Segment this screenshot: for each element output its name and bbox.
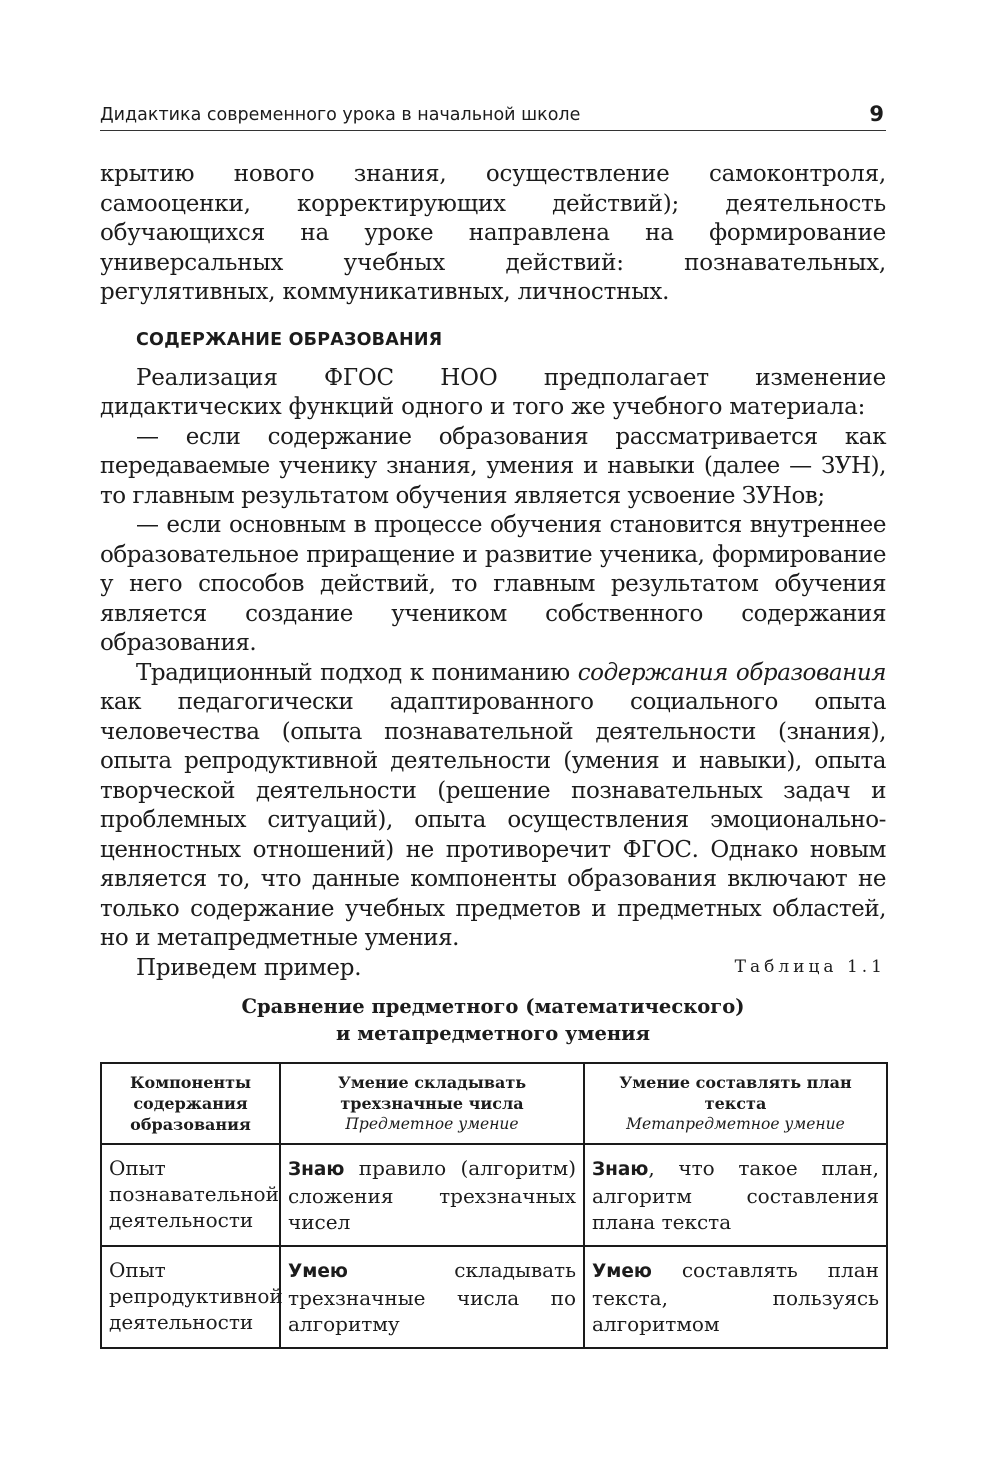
paragraph-text: как педагогически адаптированного социального опыта человечества (опыта познавательной деятельности (знания), опыта репродуктивной деятельности (умения и навыки), опыта творческой деятельности (решение познавательных задач и проблемных ситуаций), опыта осуществления эмоционально-ценностных отношений) не противоречит ФГОС. Однако новым является то, что данные компоненты образования включают не только содержание учебных предметов и предметных областей, но и метапредметные умения. bbox=[100, 689, 886, 951]
bold-keyword: Знаю bbox=[592, 1159, 649, 1180]
running-header bbox=[100, 104, 886, 131]
header-title: Умение складывать трехзначные числа bbox=[337, 1073, 527, 1113]
bold-keyword: Умею bbox=[592, 1261, 652, 1282]
header-metasubject-skill bbox=[584, 1063, 887, 1144]
running-header-title: Дидактика современного урока в начальной школе bbox=[100, 105, 581, 125]
row-component: Опыт репродуктивной деятельности bbox=[101, 1246, 280, 1348]
bold-keyword: Знаю bbox=[288, 1159, 345, 1180]
comparison-table bbox=[100, 1062, 888, 1349]
section-heading: СОДЕРЖАНИЕ ОБРАЗОВАНИЯ bbox=[136, 329, 443, 350]
cell-text: составлять план текста, пользуясь алгоритмом bbox=[592, 1258, 879, 1336]
bold-keyword: Умею bbox=[288, 1261, 348, 1282]
row-meta-cell bbox=[584, 1144, 887, 1246]
row-subject-cell bbox=[280, 1144, 584, 1246]
cell-text: правило (алгоритм) сложения трехзначных чисел bbox=[288, 1156, 576, 1234]
header-subject-skill bbox=[280, 1063, 584, 1144]
header-components bbox=[101, 1063, 280, 1144]
paragraph-example: Приведем пример. bbox=[136, 954, 362, 981]
paragraph-continuation: крытию нового знания, осуществление самоконтроля, самооценки, корректирующих действий); деятельность обучающихся на уроке направлена на формирование универсальных учебных действий: познавательных, регулятивных, коммуникативных, личностных. bbox=[100, 161, 886, 305]
paragraph-intro: Реализация ФГОС НОО предполагает изменение дидактических функций одного и того же учебного материала: bbox=[100, 364, 886, 420]
header-title: Компоненты содержания образования bbox=[129, 1073, 252, 1134]
row-meta-cell bbox=[584, 1246, 887, 1348]
table-label: Таблица 1.1 bbox=[734, 957, 886, 977]
paragraph-text: Традиционный подход к пониманию bbox=[136, 659, 578, 686]
header-subtitle: Метапредметное умение bbox=[626, 1115, 845, 1133]
table-header-row bbox=[101, 1063, 887, 1144]
header-title: Умение составлять план текста bbox=[619, 1073, 852, 1113]
table-row bbox=[101, 1246, 887, 1348]
cell-text: складывать трехзначные числа по алгоритму bbox=[288, 1258, 576, 1336]
page-number: 9 bbox=[869, 102, 884, 126]
paragraph-traditional-approach bbox=[100, 659, 886, 954]
row-subject-cell bbox=[280, 1246, 584, 1348]
table-caption-line-2: и метапредметного умения bbox=[335, 1022, 651, 1045]
italic-term: содержания образования bbox=[577, 659, 886, 686]
table-caption-line-1: Сравнение предметного (математического) bbox=[241, 995, 745, 1018]
main-text bbox=[100, 160, 886, 983]
paragraph-dash-item-2: — если основным в процессе обучения становится внутреннее образовательное приращение и развитие ученика, формирование у него способов действий, то главным результатом обучения является создание учеником собственного содержания образования. bbox=[100, 512, 886, 656]
header-subtitle: Предметное умение bbox=[345, 1115, 519, 1133]
paragraph-dash-item-1: — если содержание образования рассматривается как передаваемые ученику знания, умения и навыки (далее — ЗУН), то главным результатом обучения является усвоение ЗУНов; bbox=[100, 423, 886, 509]
table-caption bbox=[100, 993, 886, 1047]
row-component: Опыт познавательной деятельности bbox=[101, 1144, 280, 1246]
table-row bbox=[101, 1144, 887, 1246]
cell-text: , что такое план, алгоритм составления плана текста bbox=[592, 1156, 879, 1234]
